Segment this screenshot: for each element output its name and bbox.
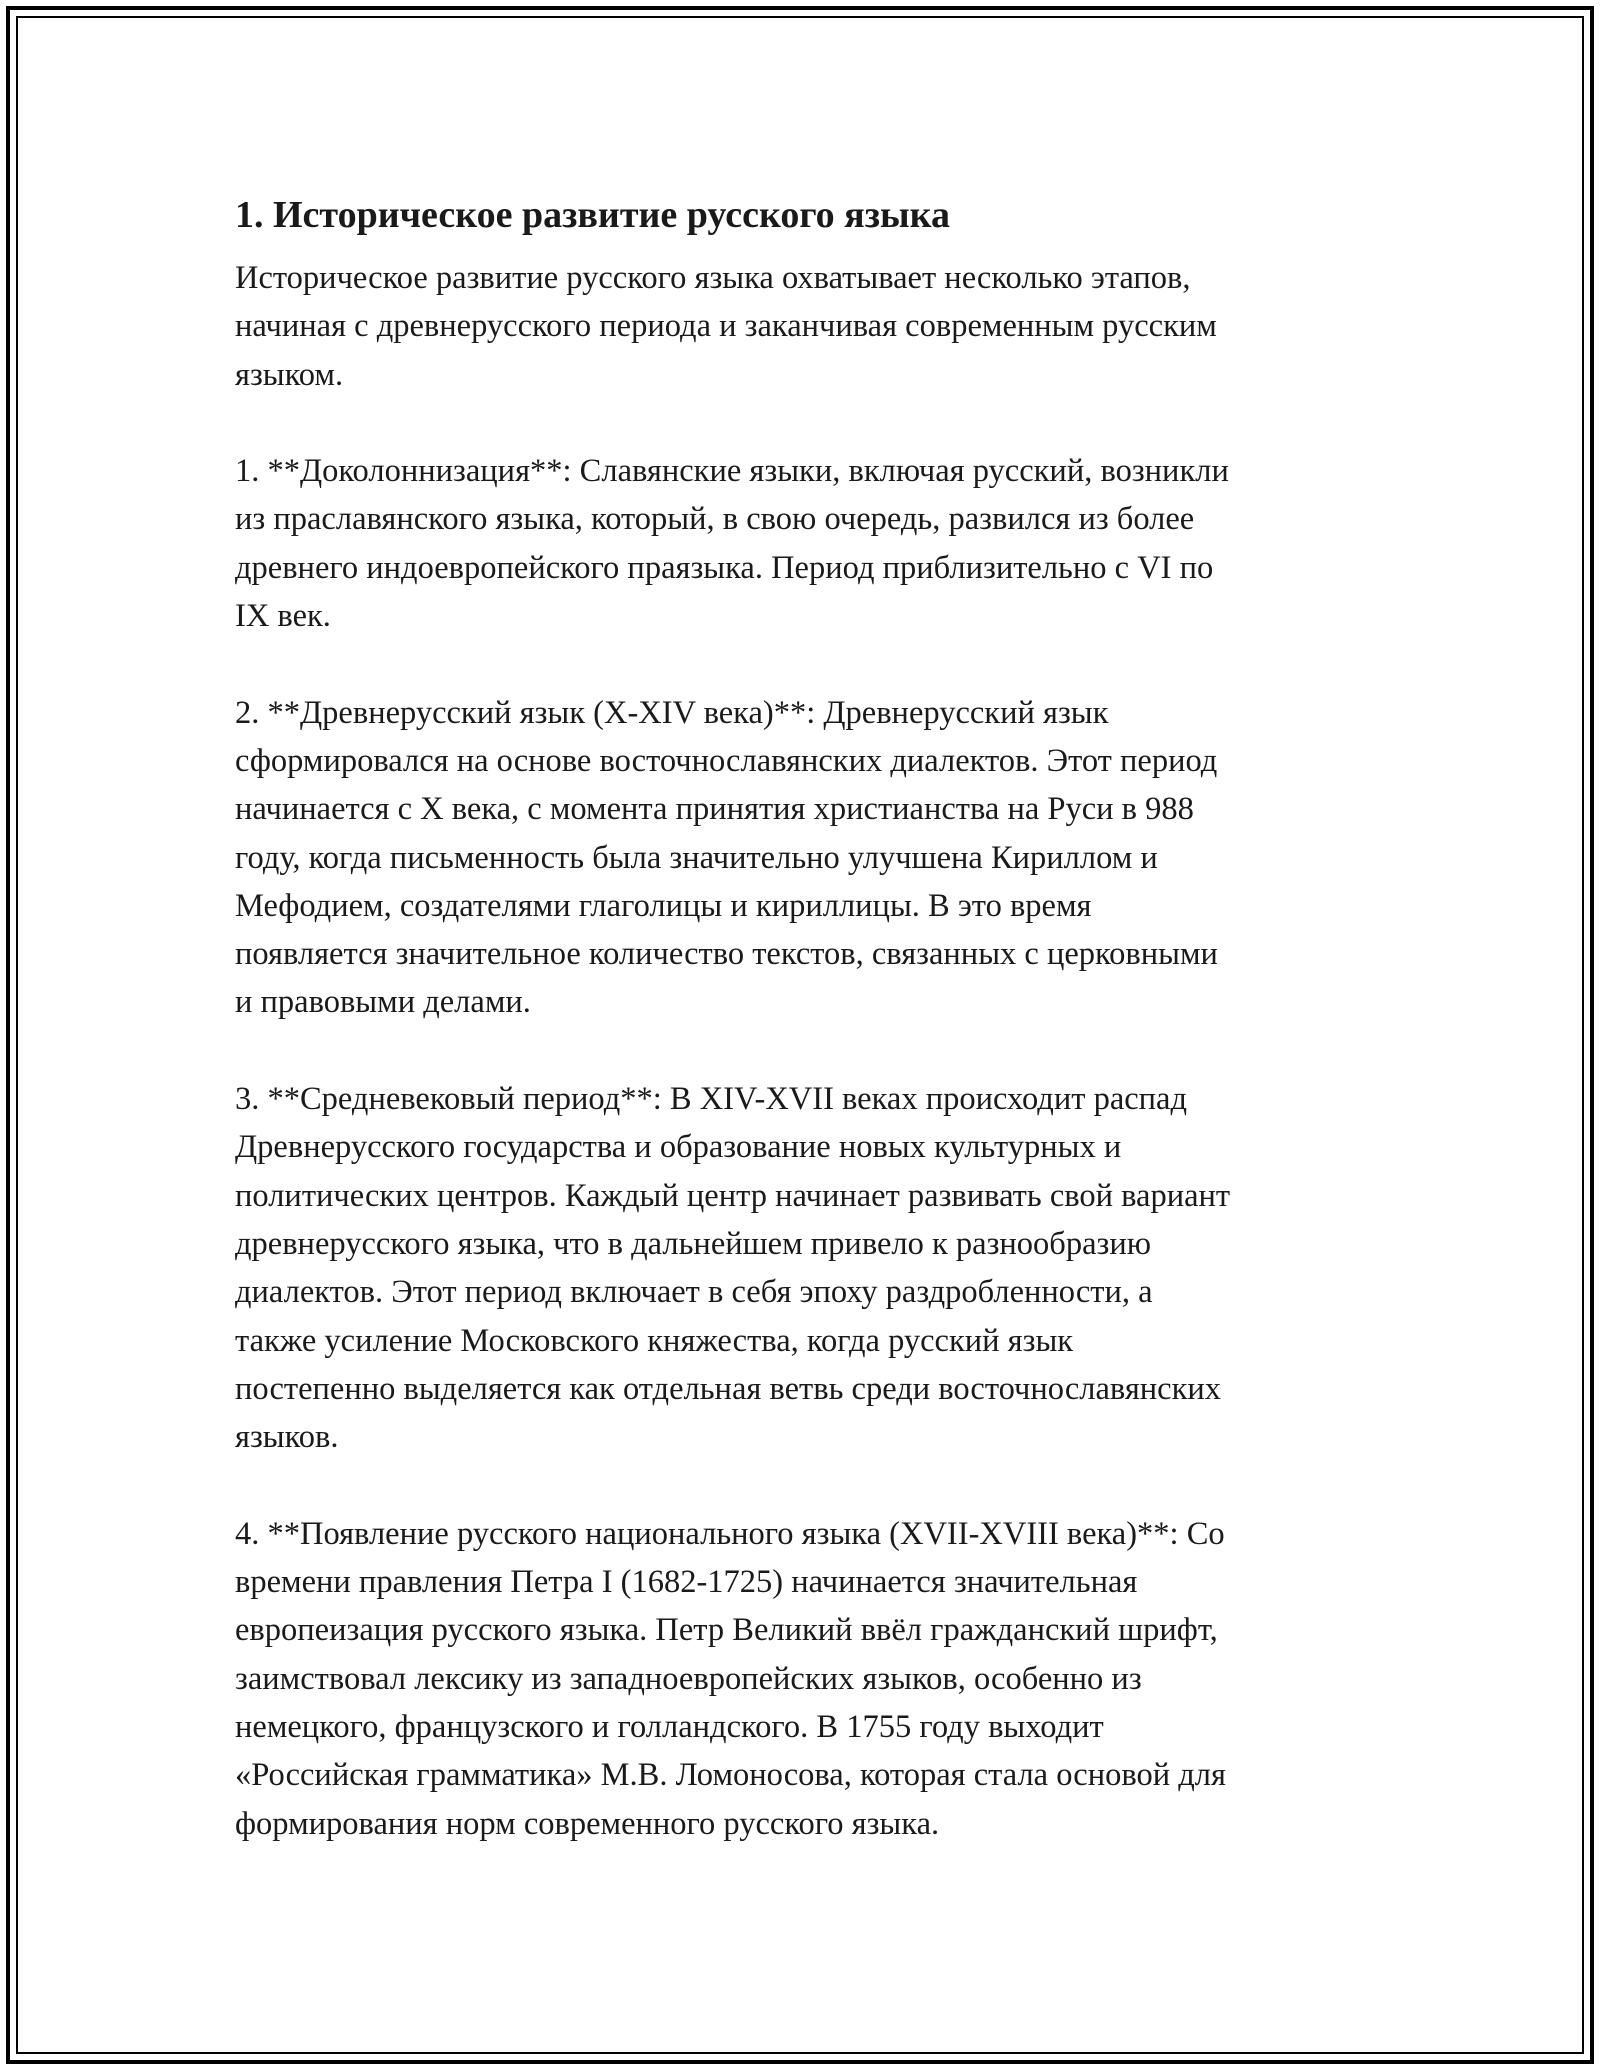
paragraph-line: политических центров. Каждый центр начинает развивать свой вариант: [235, 1177, 1231, 1214]
paragraph-line: немецкого, французского и голландского. В 1755 году выходит: [235, 1708, 1104, 1745]
paragraph-line: 1. **Доколоннизация**: Славянские языки, включая русский, возникли: [235, 453, 1229, 490]
section-heading: 1. Историческое развитие русского языка: [235, 194, 950, 236]
paragraph: [235, 689, 1380, 1027]
paragraph-line: из праславянского языка, который, в свою очередь, развился из более: [235, 501, 1195, 538]
paragraph-line: времени правления Петра I (1682-1725) начинается значительная: [235, 1564, 1138, 1601]
paragraph-line: формирования норм современного русского языка.: [235, 1805, 940, 1842]
paragraph-list: [235, 254, 1380, 1848]
paragraph-line: древнерусского языка, что в дальнейшем привело к разнообразию: [235, 1225, 1152, 1262]
paragraph-line: 3. **Средневековый период**: В XIV-XVII веках происходит распад: [235, 1081, 1188, 1118]
paragraph-line: заимствовал лексику из западноевропейских языков, особенно из: [235, 1660, 1142, 1697]
paragraph-line: 2. **Древнерусский язык (X-XIV века)**: Древнерусский язык: [235, 694, 1109, 731]
document-body: [235, 188, 1380, 1848]
paragraph-line: начиная с древнерусского периода и заканчивая современным русским: [235, 308, 1217, 345]
paragraph-line: языком.: [235, 356, 344, 393]
paragraph-line: древнего индоевропейского праязыка. Период приблизительно с VI по: [235, 549, 1214, 586]
paragraph-line: начинается с X века, с момента принятия христианства на Руси в 988: [235, 791, 1194, 828]
paragraph: [235, 254, 1380, 399]
paragraph-line: языков.: [235, 1419, 339, 1456]
paragraph-line: 4. **Появление русского национального языка (XVII-XVIII века)**: Со: [235, 1515, 1225, 1552]
paragraph-line: европеизация русского языка. Петр Великий ввёл гражданский шрифт,: [235, 1612, 1218, 1649]
paragraph-line: году, когда письменность была значительно улучшена Кириллом и: [235, 839, 1158, 876]
paragraph: [235, 1075, 1380, 1461]
paragraph: [235, 447, 1380, 640]
paragraph-line: Историческое развитие русского языка охватывает несколько этапов,: [235, 260, 1191, 296]
paragraph-line: диалектов. Этот период включает в себя эпоху раздробленности, а: [235, 1274, 1153, 1311]
paragraph-line: Мефодием, создателями глаголицы и кириллицы. В это время: [235, 887, 1092, 924]
paragraph-line: IX век.: [235, 598, 331, 635]
paragraph-line: появляется значительное количество текстов, связанных с церковными: [235, 936, 1218, 973]
paragraph-line: также усиление Московского княжества, когда русский язык: [235, 1322, 1074, 1359]
paragraph: [235, 1510, 1380, 1848]
paragraph-line: Древнерусского государства и образование новых культурных и: [235, 1129, 1122, 1166]
paragraph-line: и правовыми делами.: [235, 984, 531, 1021]
paragraph-line: «Российская грамматика» М.В. Ломоносова, которая стала основой для: [235, 1757, 1226, 1794]
paragraph-line: постепенно выделяется как отдельная ветвь среди восточнославянских: [235, 1370, 1222, 1407]
paragraph-line: сформировался на основе восточнославянских диалектов. Этот период: [235, 742, 1218, 779]
